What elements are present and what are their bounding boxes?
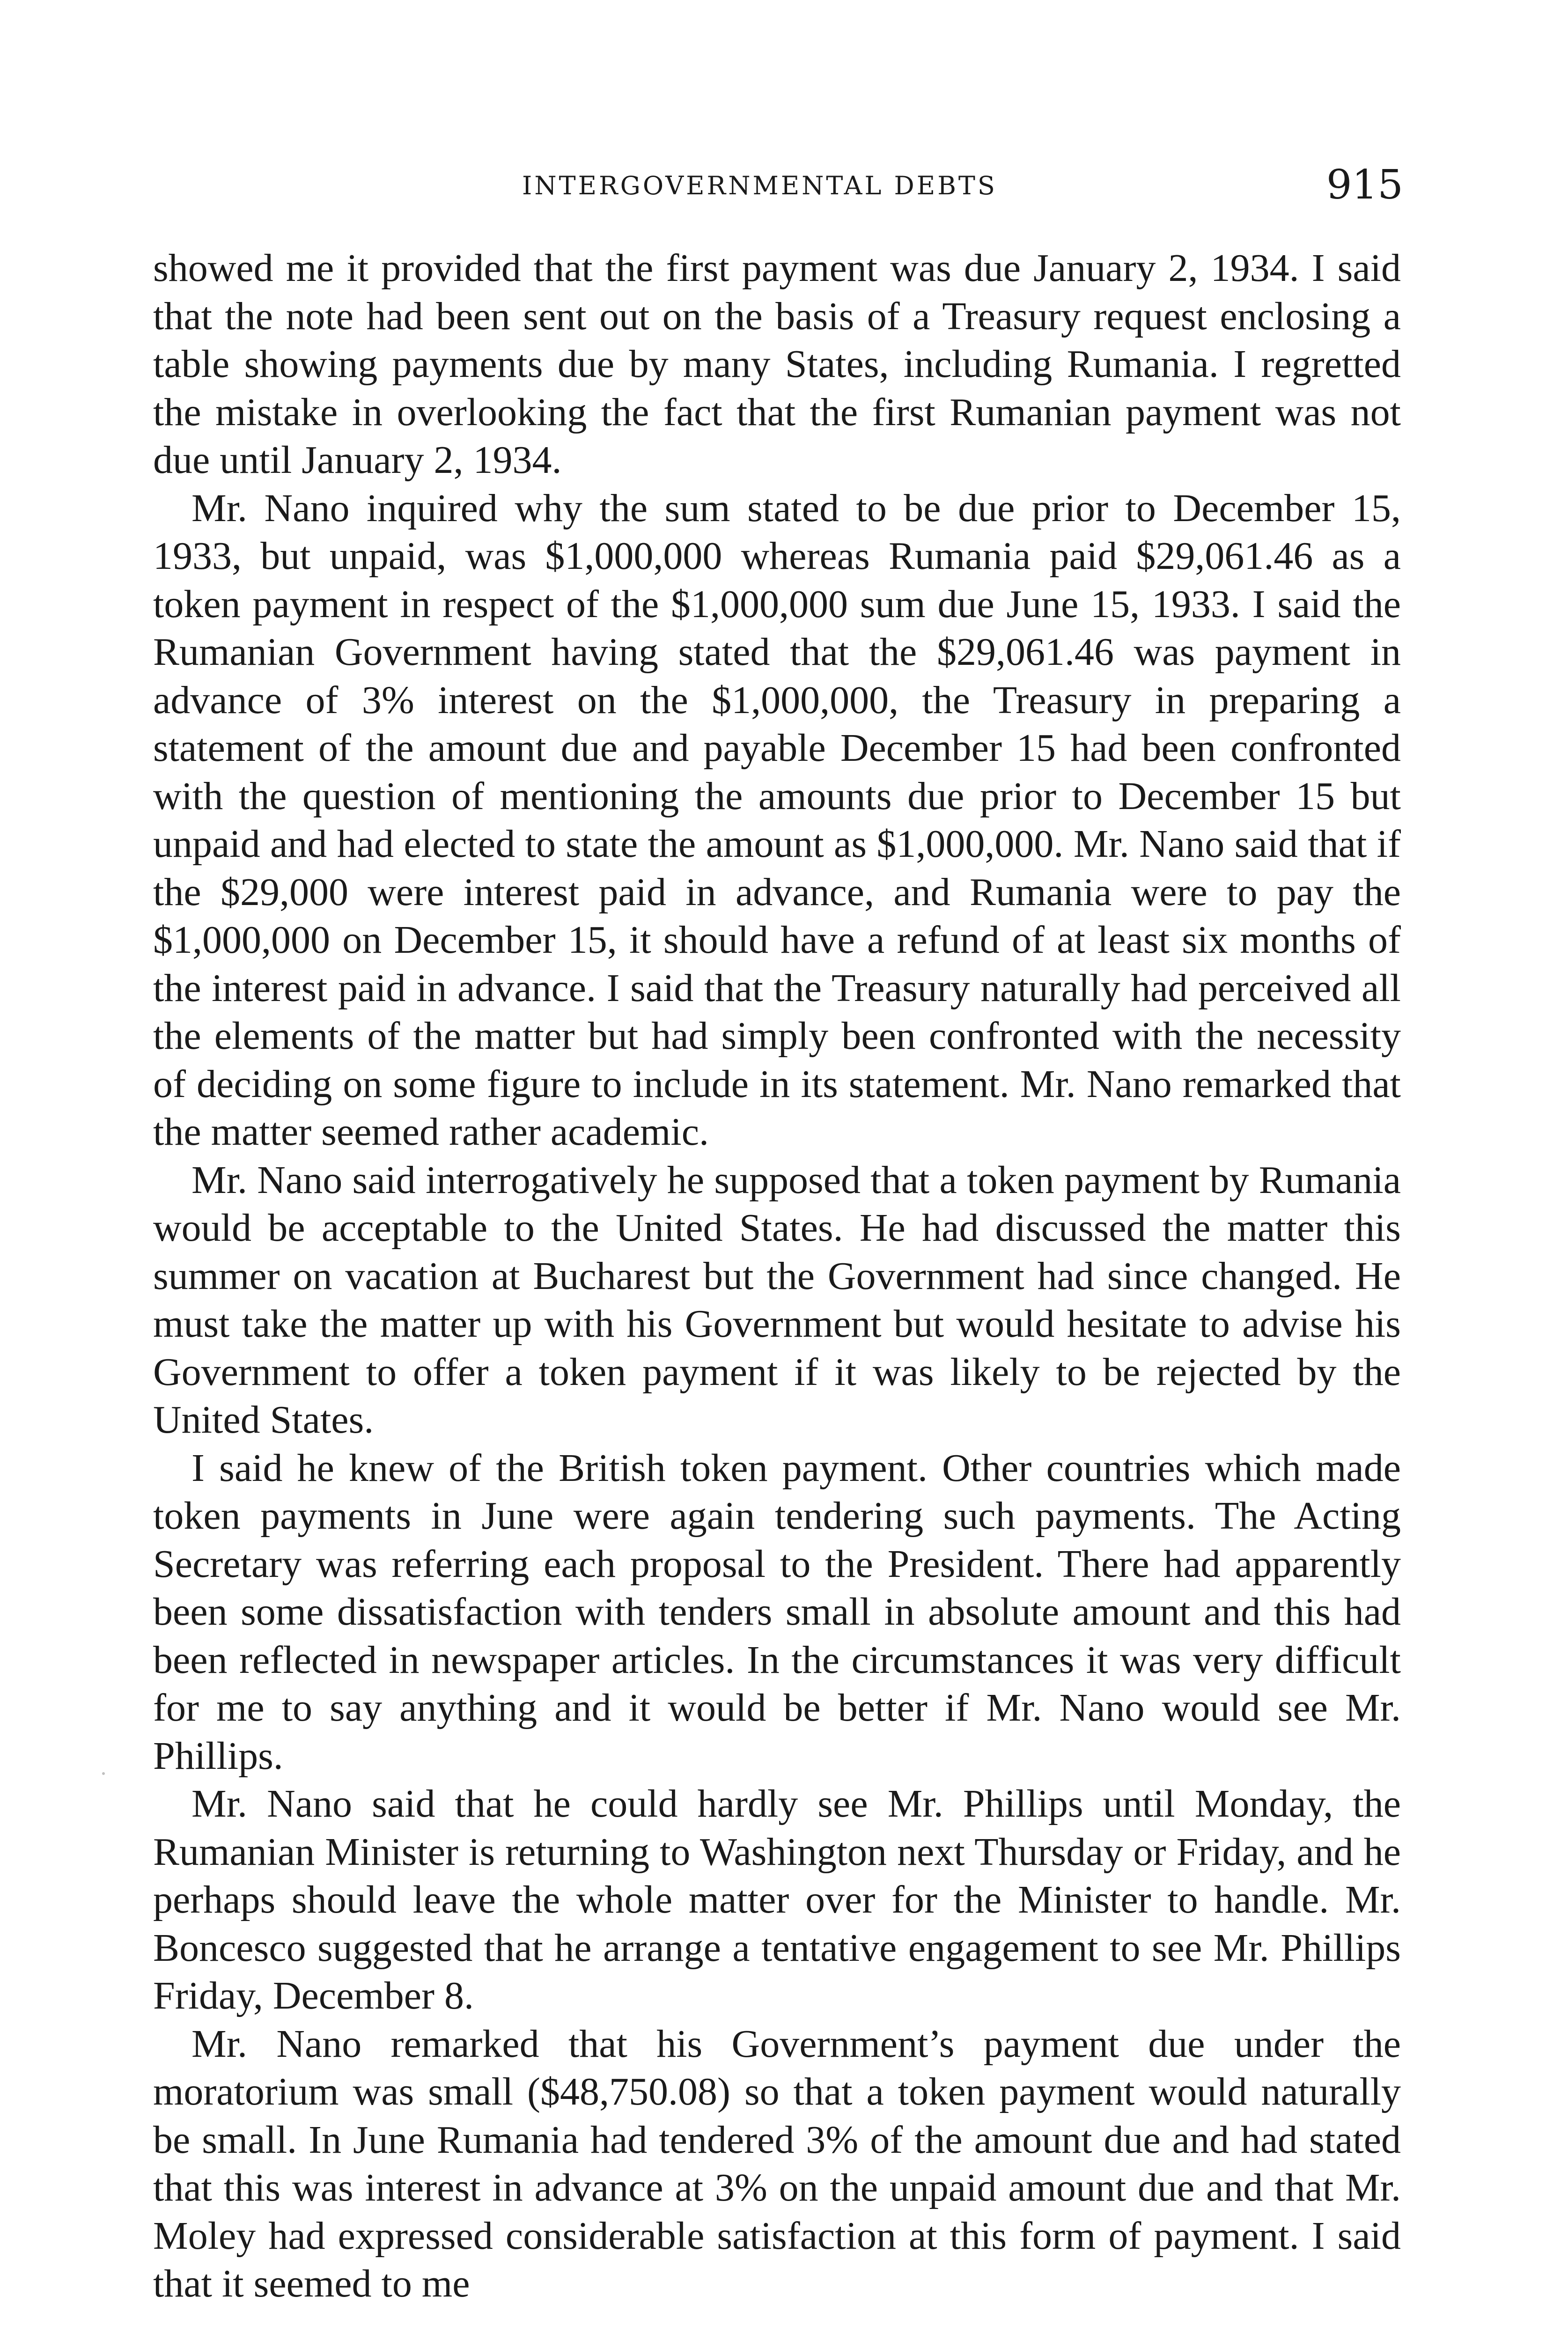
paragraph-token-acceptability: Mr. Nano said interrogatively he supposed that a token payment by Rumania would be acceptable to the United States. He had discussed the matter this summer on vacation at Bucharest but the Government had since changed. He must take the matter up with his Government but would hesitate to advise his Government to offer a token payment if it was likely to be rejected by the United States. — [153, 1158, 1401, 1442]
paragraph-continuation: showed me it provided that the first payment was due January 2, 1934. I said that the note had been sent out on the basis of a Treasury request enclosing a table showing payments due by many States, including Rumania. I regretted the mistake in overlooking the fact that the first Rumanian payment was not due until January 2, 1934. — [153, 246, 1401, 482]
page-number: 915 — [1326, 162, 1403, 208]
paragraph-british-token-payment: I said he knew of the British token payment. Other countries which made token payments in June were again tendering such payments. The Acting Secretary was referring each proposal to the President. There had apparently been some dissatisfaction with tenders small in absolute amount and this had been reflected in newspaper articles. In the circumstances it was very difficult for me to say anything and it would be better if Mr. Nano would see Mr. Phillips. — [153, 1446, 1401, 1778]
scan-speck — [102, 1772, 105, 1775]
running-header — [0, 162, 1568, 213]
paragraph-token-payment-sum: Mr. Nano inquired why the sum stated to be due prior to December 15, 1933, but unpaid, was $1,000,000 whereas Rumania paid $29,061.46 as a token payment in respect of the $1,000,000 sum due June 15, 1933. I said the Rumanian Government having stated that the $29,061.46 was payment in advance of 3% interest on the $1,000,000, the Treasury in preparing a statement of the amount due and payable December 15 had been confronted with the question of mentioning the amounts due prior to December 15 but unpaid and had elected to state the amount as $1,000,000. Mr. Nano said that if the $29,000 were interest paid in advance, and Rumania were to pay the $1,000,000 on December 15, it should have a refund of at least six months of the interest paid in advance. I said that the Treasury naturally had perceived all the elements of the matter but had simply been confronted with the necessity of deciding on some figure to include in its statement. Mr. Nano remarked that the matter seemed rather academic. — [153, 486, 1401, 1154]
paragraph-minister-return: Mr. Nano said that he could hardly see Mr. Phillips until Monday, the Rumanian Minister is returning to Washington next Thursday or Friday, and he perhaps should leave the whole matter over for the Minister to handle. Mr. Boncesco suggested that he arrange a tentative engagement to see Mr. Phillips Friday, December 8. — [153, 1782, 1401, 2017]
paragraph-moratorium-payment: Mr. Nano remarked that his Government’s payment due under the moratorium was small ($48,750.08) so that a token payment would naturally be small. In June Rumania had tendered 3% of the amount due and had stated that this was interest in advance at 3% on the unpaid amount due and that Mr. Moley had expressed considerable satisfaction at this form of payment. I said that it seemed to me — [153, 2022, 1401, 2305]
body-text — [153, 244, 1401, 2308]
running-title: INTERGOVERNMENTAL DEBTS — [522, 171, 997, 200]
